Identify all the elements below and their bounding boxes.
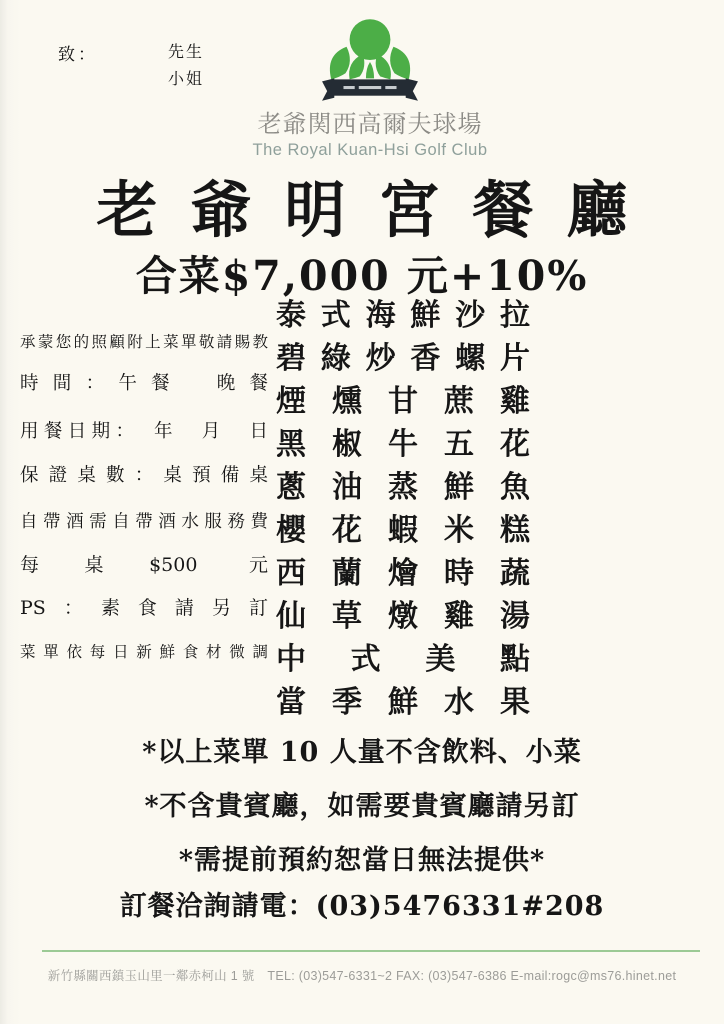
course-item: 黑椒牛五花 bbox=[276, 427, 530, 462]
booking-line-vegetarian: PS：素食請另訂 bbox=[20, 597, 268, 619]
course-item: 當季鮮水果 bbox=[276, 685, 530, 720]
course-item: 蔥油蒸鮮魚 bbox=[276, 470, 530, 505]
booking-line-corkage-fee: 每桌$500 元 bbox=[20, 554, 268, 576]
course-item: 櫻花蝦米糕 bbox=[276, 513, 530, 548]
booking-line-corkage: 自帶酒需自帶酒水服務費 bbox=[20, 512, 268, 532]
booking-line-time: 時間：午餐 晚餐 bbox=[20, 373, 268, 394]
set-menu-price: 合菜$7,000 元+10% bbox=[135, 252, 589, 300]
salutation-mr: 先生 bbox=[168, 42, 205, 61]
course-item: 西蘭燴時蔬 bbox=[276, 556, 530, 591]
footer-address: 新竹縣關西鎮玉山里一鄰赤柯山 1 號 TEL: (03)547-6331~2 FAX: (03)547-6386 E-mail:rogc@ms76.hinet.net bbox=[47, 969, 677, 983]
booking-line-ingredients: 菜單依每日新鮮食材微調 bbox=[20, 643, 268, 661]
course-item: 仙草燉雞湯 bbox=[276, 599, 530, 634]
recipient-to-label: 致： bbox=[58, 45, 98, 65]
booking-line-greeting: 承蒙您的照顧附上菜單敬請賜教 bbox=[20, 333, 268, 351]
club-logo bbox=[232, 18, 508, 160]
note-vip-room: *不含貴賓廳，如需要貴賓廳請另訂 bbox=[144, 791, 580, 822]
course-item: 中式美點 bbox=[276, 642, 530, 677]
recipient-salutations bbox=[168, 38, 204, 92]
course-item: 煙燻甘蔗雞 bbox=[276, 384, 530, 419]
golf-ball-leaves-icon bbox=[319, 18, 421, 102]
note-reservation: *需提前預約恕當日無法提供* bbox=[178, 845, 546, 876]
ribbon-banner-icon bbox=[322, 78, 418, 100]
restaurant-title: 老爺明宮餐廳 bbox=[96, 175, 661, 246]
salutation-ms: 小姐 bbox=[168, 69, 205, 88]
club-name-en: The Royal Kuan-Hsi Golf Club bbox=[252, 141, 488, 159]
course-item: 泰式海鮮沙拉 bbox=[276, 298, 530, 333]
contact-line: 訂餐洽詢請電：(03)5476331#208 bbox=[119, 891, 605, 922]
club-name-zh: 老爺関西高爾夫球場 bbox=[257, 110, 483, 138]
course-item: 碧綠炒香螺片 bbox=[276, 341, 530, 376]
note-portion: *以上菜單 10 人量不含飲料、小菜 bbox=[142, 737, 582, 768]
footer-divider bbox=[42, 950, 700, 952]
course-list bbox=[276, 298, 534, 731]
booking-line-tables: 保證桌數：桌預備桌 bbox=[20, 465, 268, 486]
booking-line-date: 用餐日期： 年 月 日 bbox=[20, 421, 268, 442]
booking-info-panel bbox=[20, 333, 268, 662]
